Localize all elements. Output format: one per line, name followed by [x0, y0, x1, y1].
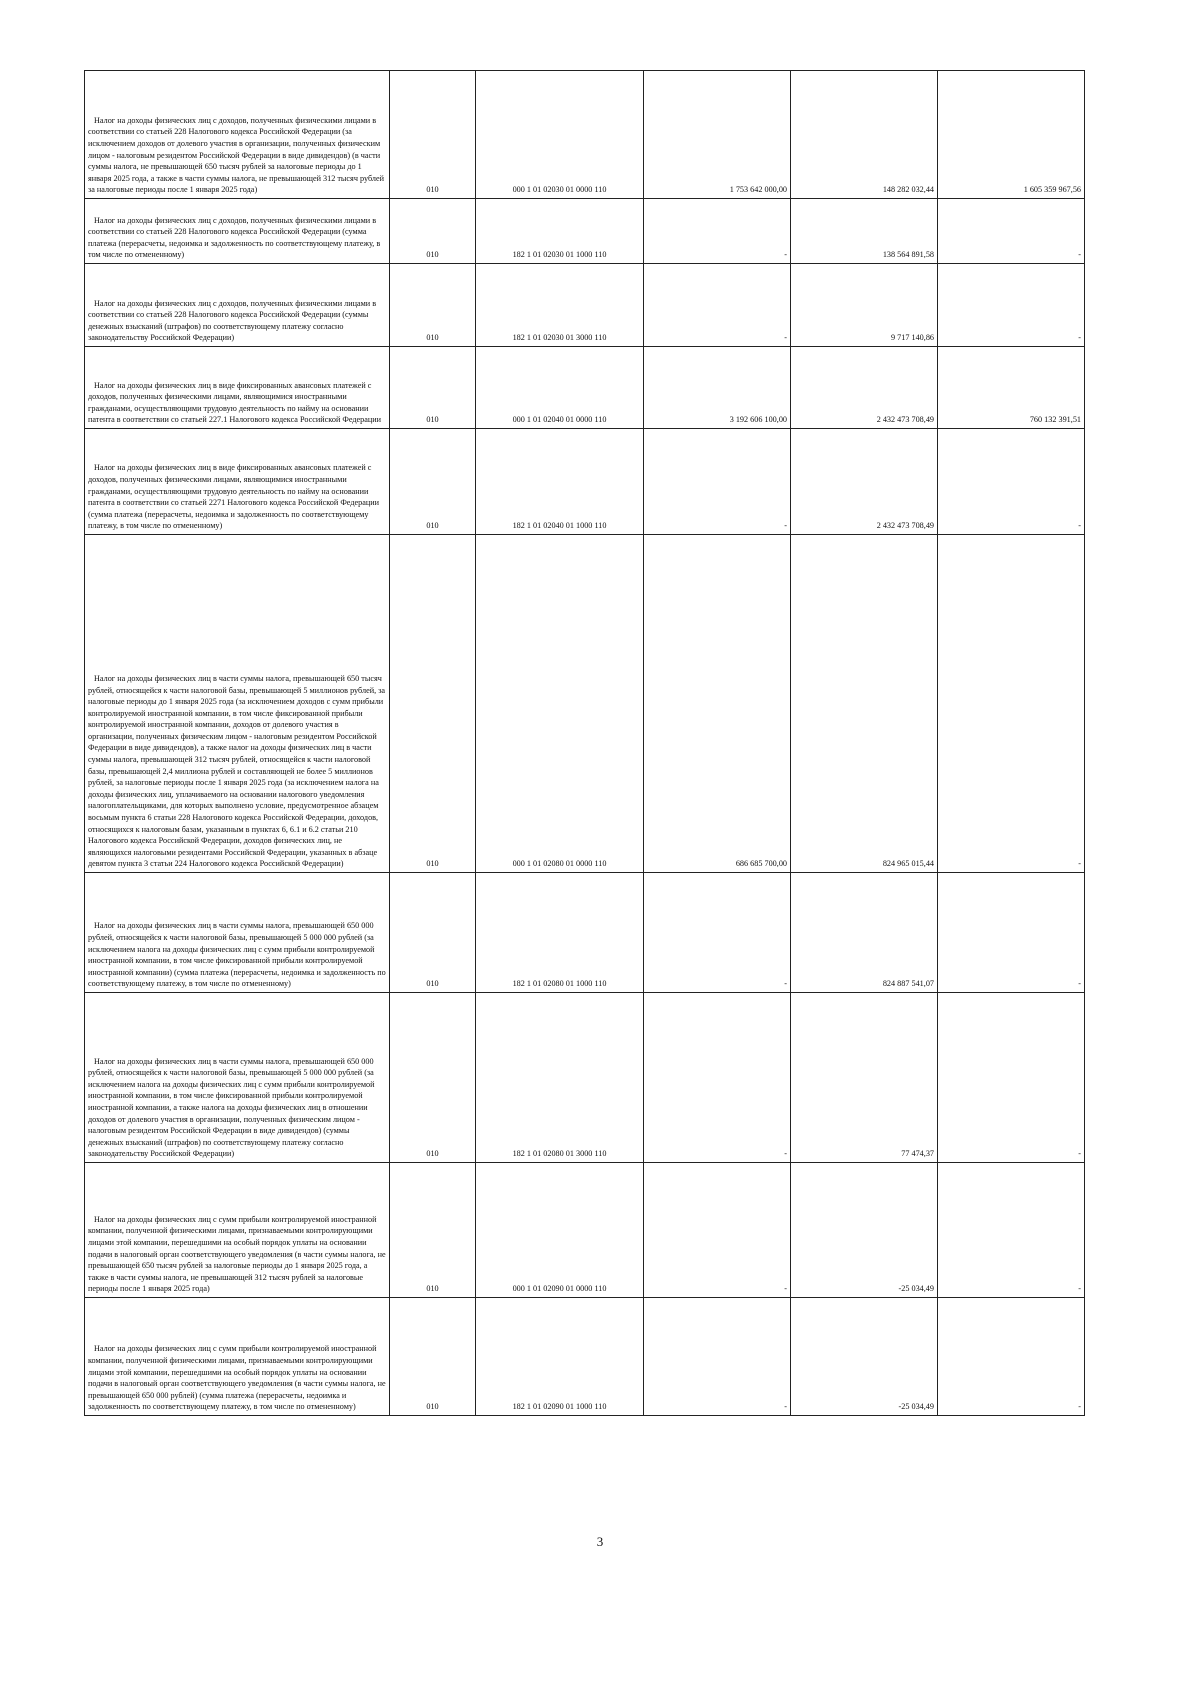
row-approved: -	[644, 993, 791, 1163]
row-name: Налог на доходы физических лиц с сумм прибыли контролируемой иностранной компании, полученной физическими лицами, признаваемыми контролирующими лицами этой компании, перешедшими на особый порядок уплаты на основании подачи в налоговый орган соответствующего уведомления (в части суммы налога, не превышающей 650 000 рублей) (сумма платежа (перерасчеты, недоимка и задолженность по соответствующему платежу, в том числе по отмененному)	[85, 1298, 390, 1416]
row-unexecuted: -	[938, 1163, 1085, 1298]
row-executed: 824 887 541,07	[791, 873, 938, 993]
row-unexecuted: 760 132 391,51	[938, 347, 1085, 429]
row-unexecuted: -	[938, 873, 1085, 993]
row-approved: -	[644, 1298, 791, 1416]
row-unexecuted: -	[938, 264, 1085, 347]
row-executed: 138 564 891,58	[791, 199, 938, 264]
row-name: Налог на доходы физических лиц в части суммы налога, превышающей 650 тысяч рублей, относящейся к части налоговой базы, превышающей 5 миллионов рублей, за налоговые периоды до 1 января 2025 года (за исключением доходов с сумм прибыли контролируемой иностранной компании, в том числе фиксированной прибыли контролируемой иностранной компании, доходов от долевого участия в организации, полученных физическим лицом - налоговым резидентом Российской Федерации в виде дивидендов), а также налог на доходы физических лиц в части суммы налога, превышающей 312 тысяч рублей, относящейся к части налоговой базы, превышающей 2,4 миллиона рублей и составляющей не более 5 миллионов рублей, за налоговые периоды после 1 января 2025 года (за исключением налога на доходы физических лиц, уплачиваемого на основании налогового уведомления налогоплательщиками, для которых выполнено условие, предусмотренное абзацем восьмым пункта 6 статьи 228 Налогового кодекса Российской Федерации, доходов, относящихся к налоговым базам, указанным в пунктах 6, 6.1 и 6.2 статьи 210 Налогового кодекса Российской Федерации, доходов физических лиц, не являющихся налоговыми резидентами Российской Федерации, указанных в абзаце девятом пункта 3 статьи 224 Налогового кодекса Российской Федерации)	[85, 535, 390, 873]
row-name: Налог на доходы физических лиц в виде фиксированных авансовых платежей с доходов, полученных физическими лицами, являющимися иностранными гражданами, осуществляющими трудовую деятельность по найму на основании патента в соответствии со статьей 227.1 Налогового кодекса Российской Федерации	[85, 347, 390, 429]
row-kbk: 182 1 01 02080 01 1000 110	[476, 873, 644, 993]
row-approved: 1 753 642 000,00	[644, 71, 791, 199]
table-row	[85, 347, 1085, 429]
table-row	[85, 993, 1085, 1163]
row-code: 010	[390, 347, 476, 429]
row-unexecuted: -	[938, 429, 1085, 535]
row-approved: -	[644, 264, 791, 347]
row-kbk: 182 1 01 02030 01 1000 110	[476, 199, 644, 264]
row-unexecuted: 1 605 359 967,56	[938, 71, 1085, 199]
row-code: 010	[390, 1163, 476, 1298]
table-row	[85, 199, 1085, 264]
row-name: Налог на доходы физических лиц в части суммы налога, превышающей 650 000 рублей, относящейся к части налоговой базы, превышающей 5 000 000 рублей (за исключением налога на доходы физических лиц с сумм прибыли контролируемой иностранной компании, в том числе фиксированной прибыли контролируемой иностранной компании, а также налога на доходы физических лиц в отношении доходов от долевого участия в организации, полученных физическим лицом - налоговым резидентом Российской Федерации в виде дивидендов) (суммы денежных взысканий (штрафов) по соответствующему платежу согласно законодательству Российской Федерации)	[85, 993, 390, 1163]
revenue-table	[84, 70, 1085, 1416]
table-row	[85, 71, 1085, 199]
row-code: 010	[390, 429, 476, 535]
row-kbk: 000 1 01 02090 01 0000 110	[476, 1163, 644, 1298]
row-code: 010	[390, 264, 476, 347]
row-code: 010	[390, 873, 476, 993]
row-executed: -25 034,49	[791, 1298, 938, 1416]
table-row	[85, 1163, 1085, 1298]
row-executed: 148 282 032,44	[791, 71, 938, 199]
page-number: 3	[596, 1534, 604, 1549]
row-approved: -	[644, 429, 791, 535]
row-unexecuted: -	[938, 535, 1085, 873]
row-name: Налог на доходы физических лиц с доходов, полученных физическими лицами в соответствии со статьей 228 Налогового кодекса Российской Федерации (суммы денежных взысканий (штрафов) по соответствующему платежу согласно законодательству Российской Федерации)	[85, 264, 390, 347]
row-kbk: 182 1 01 02040 01 1000 110	[476, 429, 644, 535]
row-executed: 9 717 140,86	[791, 264, 938, 347]
row-executed: 2 432 473 708,49	[791, 429, 938, 535]
row-executed: 2 432 473 708,49	[791, 347, 938, 429]
row-name: Налог на доходы физических лиц в виде фиксированных авансовых платежей с доходов, полученных физическими лицами, являющимися иностранными гражданами, осуществляющими трудовую деятельность по найму на основании патента в соответствии со статьей 2271 Налогового кодекса Российской Федерации (сумма платежа (перерасчеты, недоимка и задолженность по соответствующему платежу, в том числе по отмененному)	[85, 429, 390, 535]
row-kbk: 182 1 01 02030 01 3000 110	[476, 264, 644, 347]
row-kbk: 000 1 01 02040 01 0000 110	[476, 347, 644, 429]
row-approved: -	[644, 1163, 791, 1298]
table-row	[85, 1298, 1085, 1416]
row-unexecuted: -	[938, 993, 1085, 1163]
row-name: Налог на доходы физических лиц с доходов, полученных физическими лицами в соответствии со статьей 228 Налогового кодекса Российской Федерации (за исключением доходов от долевого участия в организации, полученных физическим лицом - налоговым резидентом Российской Федерации в виде дивидендов) (в части суммы налога, не превышающей 650 тысяч рублей за налоговые периоды до 1 января 2025 года, а также в части суммы налога, не превышающей 312 тысяч рублей за налоговые периоды после 1 января 2025 года)	[85, 71, 390, 199]
row-name: Налог на доходы физических лиц в части суммы налога, превышающей 650 000 рублей, относящейся к части налоговой базы, превышающей 5 000 000 рублей (за исключением налога на доходы физических лиц с сумм прибыли контролируемой иностранной компании, в том числе фиксированной прибыли контролируемой иностранной компании) (сумма платежа (перерасчеты, недоимка и задолженность по соответствующему платежу, в том числе по отмененному)	[85, 873, 390, 993]
row-code: 010	[390, 71, 476, 199]
row-approved: 3 192 606 100,00	[644, 347, 791, 429]
row-code: 010	[390, 993, 476, 1163]
row-name: Налог на доходы физических лиц с сумм прибыли контролируемой иностранной компании, полученной физическими лицами, признаваемыми контролирующими лицами этой компании, перешедшими на особый порядок уплаты на основании подачи в налоговый орган соответствующего уведомления (в части суммы налога, не превышающей 650 тысяч рублей за налоговые периоды до 1 января 2025 года, а также в части суммы налога, не превышающей 312 тысяч рублей за налоговые периоды после 1 января 2025 года)	[85, 1163, 390, 1298]
row-executed: -25 034,49	[791, 1163, 938, 1298]
row-unexecuted: -	[938, 199, 1085, 264]
row-kbk: 000 1 01 02030 01 0000 110	[476, 71, 644, 199]
row-executed: 77 474,37	[791, 993, 938, 1163]
row-kbk: 000 1 01 02080 01 0000 110	[476, 535, 644, 873]
row-unexecuted: -	[938, 1298, 1085, 1416]
row-code: 010	[390, 535, 476, 873]
row-name: Налог на доходы физических лиц с доходов, полученных физическими лицами в соответствии со статьей 228 Налогового кодекса Российской Федерации (сумма платежа (перерасчеты, недоимка и задолженность по соответствующему платежу, в том числе по отмененному)	[85, 199, 390, 264]
table-row	[85, 264, 1085, 347]
row-code: 010	[390, 199, 476, 264]
table-row	[85, 873, 1085, 993]
row-kbk: 182 1 01 02080 01 3000 110	[476, 993, 644, 1163]
row-kbk: 182 1 01 02090 01 1000 110	[476, 1298, 644, 1416]
table-row	[85, 535, 1085, 873]
row-approved: -	[644, 199, 791, 264]
row-approved: 686 685 700,00	[644, 535, 791, 873]
row-executed: 824 965 015,44	[791, 535, 938, 873]
row-code: 010	[390, 1298, 476, 1416]
row-approved: -	[644, 873, 791, 993]
table-row	[85, 429, 1085, 535]
